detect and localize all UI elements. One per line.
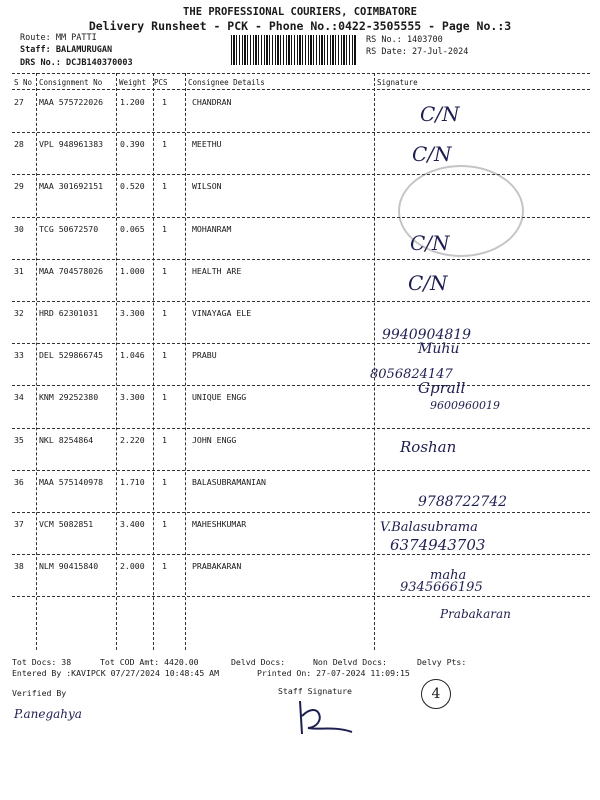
row-consignment-number: NLM 90415840 [39,561,99,572]
row-pieces: 1 [162,519,167,529]
company-title: THE PROFESSIONAL COURIERS, COIMBATORE [183,6,417,18]
row-serial-number: 38 [14,561,24,572]
row-consignment-number: MAA 301692151 [39,181,104,192]
row-divider [12,343,590,344]
row-serial-number: 34 [14,392,24,403]
row-weight: 2.220 [120,434,145,445]
row-pieces: 1 [162,223,167,234]
col-header-signature: Signature [377,78,418,87]
row-divider [12,385,590,386]
row-divider [12,554,590,555]
verified-by-signature: P.anegahya [14,707,82,721]
col-divider [374,73,375,650]
entered-by: Entered By :KAVIPCK 07/27/2024 10:48:45 AM [12,668,220,678]
col-header-weight: Weight [119,78,147,87]
row-consignee: BALASUBRAMANIAN [192,476,266,487]
handwritten-sig-36: V.Balasubrama [380,520,478,535]
total-cod-amount: Tot COD Amt: 4420.00 [100,657,199,667]
row-consignment-number: MAA 704578026 [39,265,104,276]
row-consignment-number: KNM 29252380 [39,392,99,403]
row-weight: 3.400 [120,519,145,529]
row-divider [12,301,590,302]
col-divider [116,73,117,650]
row-weight: 1.046 [120,350,145,361]
row-serial-number: 37 [14,519,24,529]
row-consignment-number: VPL 948961383 [39,139,104,150]
page-number-circle: 4 [421,679,451,709]
col-header-consignment: Consignment No [39,78,103,87]
staff-signature-label: Staff Signature [278,686,352,696]
row-consignee: MOHANRAM [192,223,232,234]
col-divider [36,73,37,650]
row-weight: 1.710 [120,476,145,487]
row-weight: 0.065 [120,223,145,234]
row-weight: 1.000 [120,265,145,276]
row-consignment-number: TCG 50672570 [39,223,99,234]
row-signature: C/N [408,270,448,295]
row-consignee: HEALTH ARE [192,265,242,276]
col-header-sno: S No [14,78,33,87]
row-serial-number: 29 [14,181,24,192]
row-signature: Roshan [400,437,457,456]
row-weight: 1.200 [120,97,145,107]
col-divider [185,73,186,650]
row-serial-number: 30 [14,223,24,234]
col-header-consignee: Consignee Details [188,78,265,87]
row-pieces: 1 [162,350,167,361]
row-pieces: 1 [162,265,167,276]
row-divider [12,132,590,133]
staff-label: Staff: BALAMURUGAN [20,45,113,55]
row-consignment-number: HRD 62301031 [39,308,99,318]
rs-date: RS Date: 27-Jul-2024 [366,47,469,57]
row-consignee: MAHESHKUMAR [192,519,247,529]
runsheet-title: Delivery Runsheet - PCK - Phone No.:0422-3505555 - Page No.:3 [88,19,512,33]
row-divider [12,512,590,513]
drs-label: DRS No.: DCJB140370003 [20,58,133,68]
row-serial-number: 32 [14,308,24,318]
row-signature: 9345666195 [400,580,483,596]
route-label: Route: MM PATTI [20,33,97,43]
row-weight: 3.300 [120,308,145,318]
row-signature: C/N [410,230,450,255]
handwritten-sig-32: Muhu [418,341,460,357]
row-serial-number: 31 [14,265,24,276]
row-pieces: 1 [162,392,167,403]
row-divider [12,596,590,597]
row-consignment-number: MAA 575140978 [39,476,104,487]
row-consignment-number: DEL 529866745 [39,350,104,361]
row-weight: 0.390 [120,139,145,150]
col-divider [153,73,154,650]
row-signature: 6374943703 [390,536,486,554]
row-weight: 0.520 [120,181,145,192]
row-consignee: JOHN ENGG [192,434,237,445]
row-consignee: MEETHU [192,139,222,150]
row-consignment-number: MAA 575722026 [39,97,104,107]
row-consignment-number: VCM 5082851 [39,519,94,529]
col-header-pcs: PCS [154,78,168,87]
row-consignee: PRABU [192,350,217,361]
row-pieces: 1 [162,139,167,150]
handwritten-sig-33: Gprall [418,379,466,397]
row-divider [12,470,590,471]
row-consignee: VINAYAGA ELE [192,308,252,318]
handwritten-sig-38: Prabakaran [440,607,511,621]
row-consignment-number: NKL 8254864 [39,434,94,445]
row-pieces: 1 [162,97,167,107]
row-divider [12,259,590,260]
row-consignee: UNIQUE ENGG [192,392,247,403]
row-serial-number: 35 [14,434,24,445]
rs-number: RS No.: 1403700 [366,35,443,45]
row-pieces: 1 [162,476,167,487]
row-signature: 9788722742 [418,493,508,510]
row-consignee: CHANDRAN [192,97,232,107]
delivered-docs: Delvd Docs: [231,657,286,667]
row-serial-number: 36 [14,476,24,487]
row-divider [12,174,590,175]
row-signature: C/N [412,142,452,167]
total-docs: Tot Docs: 38 [12,657,72,667]
row-weight: 3.300 [120,392,145,403]
verified-by-label: Verified By [12,688,67,698]
table-header-border [12,89,590,90]
handwritten-sig-37: maha [430,568,467,583]
row-pieces: 1 [162,308,167,318]
row-signature: 9940904819 [382,327,472,343]
row-pieces: 1 [162,181,167,192]
barcode-image [231,35,357,65]
row-weight: 2.000 [120,561,145,572]
row-serial-number: 28 [14,139,24,150]
row-pieces: 1 [162,434,167,445]
printed-on: Printed On: 27-07-2024 11:09:15 [257,668,410,678]
row-signature: 9600960019 [430,399,500,413]
delivery-stamp [398,165,524,257]
staff-signature-scribble [290,696,360,738]
row-consignee: WILSON [192,181,222,192]
row-serial-number: 27 [14,97,24,107]
delivery-points: Delvy Pts: [417,657,467,667]
row-consignee: PRABAKARAN [192,561,242,572]
non-delivered-docs: Non Delvd Docs: [313,657,387,667]
table-top-border [12,73,590,74]
row-signature: C/N [420,102,460,126]
row-divider [12,428,590,429]
row-serial-number: 33 [14,350,24,361]
row-pieces: 1 [162,561,167,572]
row-signature: 8056824147 [370,367,453,383]
